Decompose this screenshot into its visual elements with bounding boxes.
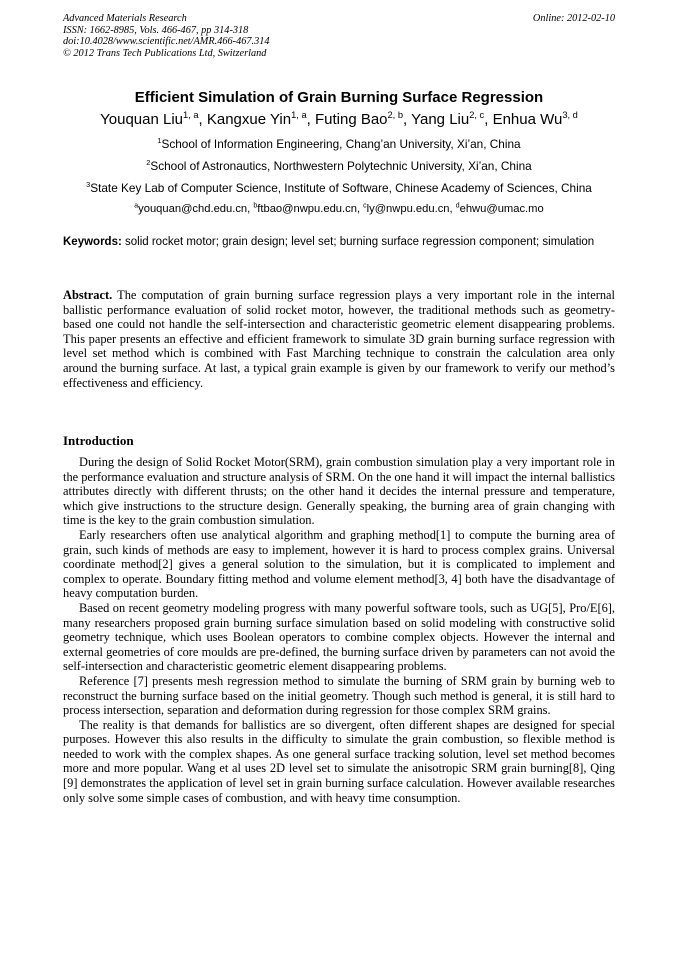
email-address[interactable]: ehwu@umac.mo bbox=[459, 203, 544, 215]
affiliation-1 bbox=[0, 137, 678, 151]
affiliation-mark: 3 bbox=[86, 180, 91, 190]
author-name: Futing Bao bbox=[314, 111, 388, 128]
affiliation-3 bbox=[0, 181, 678, 195]
email-address[interactable]: ly@nwpu.edu.cn bbox=[366, 203, 450, 215]
paragraph: Reference [7] presents mesh regression method to simulate the burning of SRM grain by burning web to reconstruct the burning surface based on the initial geometry. Though such method is general, it is still hard to process intersection, separation and deformation during regression for those complex SRM grains. bbox=[63, 673, 615, 718]
introduction-heading: Introduction bbox=[63, 433, 134, 448]
affiliation-text: School of Astronautics, Northwestern Polytechnic University, Xi’an, China bbox=[150, 159, 532, 173]
paper-title: Efficient Simulation of Grain Burning Surface Regression bbox=[134, 89, 544, 106]
author-name: Enhua Wu bbox=[492, 111, 563, 128]
email-mark: a bbox=[134, 202, 139, 210]
journal-name: Advanced Materials Research bbox=[63, 13, 187, 24]
email-address[interactable]: ftbao@nwpu.edu.cn bbox=[257, 203, 357, 215]
keywords-label: Keywords: bbox=[63, 236, 122, 248]
introduction-body bbox=[63, 455, 615, 805]
author-affiliation-mark: 3, d bbox=[562, 110, 578, 120]
journal-info bbox=[63, 13, 270, 59]
paragraph: During the design of Solid Rocket Motor(SRM), grain combustion simulation play a very important role in the performance evaluation and structure analysis of SRM. On the one hand it will impact the internal ballistics attributes directly with different thrusts; on the other hand it decides the internal pressure and temperature, which give instructions to the structure design. Generally speaking, the burning area of grain changing with time is the key to the grain combustion simulation. bbox=[63, 455, 615, 528]
email-mark: d bbox=[455, 202, 460, 210]
abstract-block bbox=[63, 288, 615, 390]
paragraph: The reality is that demands for ballistics are so divergent, often different shapes are designed for special purposes. However this also results in the difficulty to simulate the grain combustion, so flexible method is needed to work with the complex shapes. As one general surface tracking solution, level set method becomes more and more popular. Wang et al uses 2D level set to simulate the anisotropic SRM grain burning[8], Qing [9] demonstrates the application of level set in grain burning surface calculation. However available researches only solve some simple cases of combustion, and with heavy time consumption. bbox=[63, 717, 615, 805]
issn-line: ISSN: 1662-8985, Vols. 466-467, pp 314-318 bbox=[63, 24, 249, 36]
email-list: $^a$youquan@chd.edu.cn, $^b$ftbao@nwpu.edu.cn, $^c$ly@nwpu.edu.cn, $^d$ehwu@umac.mo bbox=[134, 202, 544, 215]
paragraph: Early researchers often use analytical algorithm and graphing method[1] to compute the burning area of grain, such kinds of methods are easy to implement, however it is hard to process complex grains. Universal coordinate method[2] gives a general solution to the simulation, but it is complicated to implement and complex to operate. Boundary fitting method and volume element method[3, 4] both have the disadvantage of heavy computation burden. bbox=[63, 527, 615, 601]
author-name: Kangxue Yin bbox=[206, 111, 292, 128]
keywords-block bbox=[63, 235, 615, 250]
author-name: Youquan Liu bbox=[100, 111, 183, 128]
doi-line: doi:10.4028/www.scientific.net/AMR.466-467.314 bbox=[63, 36, 270, 48]
affiliation-mark: 2 bbox=[146, 158, 151, 168]
author-affiliation-mark: 1, a bbox=[291, 110, 307, 120]
author-affiliation-mark: 2, b bbox=[387, 110, 404, 120]
author-affiliation-mark: 2, c bbox=[469, 110, 485, 120]
email-mark: c bbox=[363, 202, 367, 210]
affiliation-2 bbox=[0, 159, 678, 173]
affiliation-mark: 1 bbox=[157, 136, 162, 146]
keywords-text: solid rocket motor; grain design; level set; burning surface regression component; simulation bbox=[125, 236, 595, 248]
author-affiliation-mark: 1, a bbox=[183, 110, 199, 120]
online-date: Online: 2012-02-10 bbox=[532, 13, 615, 24]
email-address[interactable]: youquan@chd.edu.cn bbox=[138, 203, 248, 215]
email-mark: b bbox=[253, 202, 258, 210]
copyright-line: © 2012 Trans Tech Publications Ltd, Switzerland bbox=[63, 47, 267, 59]
abstract-label: Abstract. bbox=[63, 288, 113, 302]
paragraph: Based on recent geometry modeling progress with many powerful software tools, such as UG[5], Pro/E[6], many researchers proposed grain burning surface simulation based on solid modeling with constructive solid geometry technique, which uses Boolean operators to combine complex objects. However the internal and external geometries of core moulds are pre-defined, the burning surface driven by parameters can not avoid the self-intersection and characteristic geometric element disappearing problems. bbox=[63, 600, 615, 674]
author-name: Yang Liu bbox=[411, 111, 470, 128]
affiliation-text: School of Information Engineering, Chang’an University, Xi’an, China bbox=[161, 137, 521, 151]
affiliation-text: State Key Lab of Computer Science, Institute of Software, Chinese Academy of Sciences, China bbox=[90, 181, 592, 195]
abstract-text: The computation of grain burning surface regression plays a very important role in the internal ballistic performance evaluation of solid rocket motor, however, the traditional methods such as geometry-based one could not handle the self-intersection and characteristic geometric element disappearing problems. This paper presents an effective and efficient framework to simulate 3D grain burning surface regression with level set method which is combined with Fast Marching technique to constrain the calculation area only around the burning surface. At last, a typical grain example is given by our framework to verify our method’s effectiveness and efficiency. bbox=[63, 288, 615, 390]
author-list: Youquan Liu$^{1, a}$, Kangxue Yin$^{1, a}$, Futing Bao$^{2, b}$, Yang Liu$^{2, c}$, Enhua Wu$^{3, d}$ bbox=[100, 110, 578, 128]
